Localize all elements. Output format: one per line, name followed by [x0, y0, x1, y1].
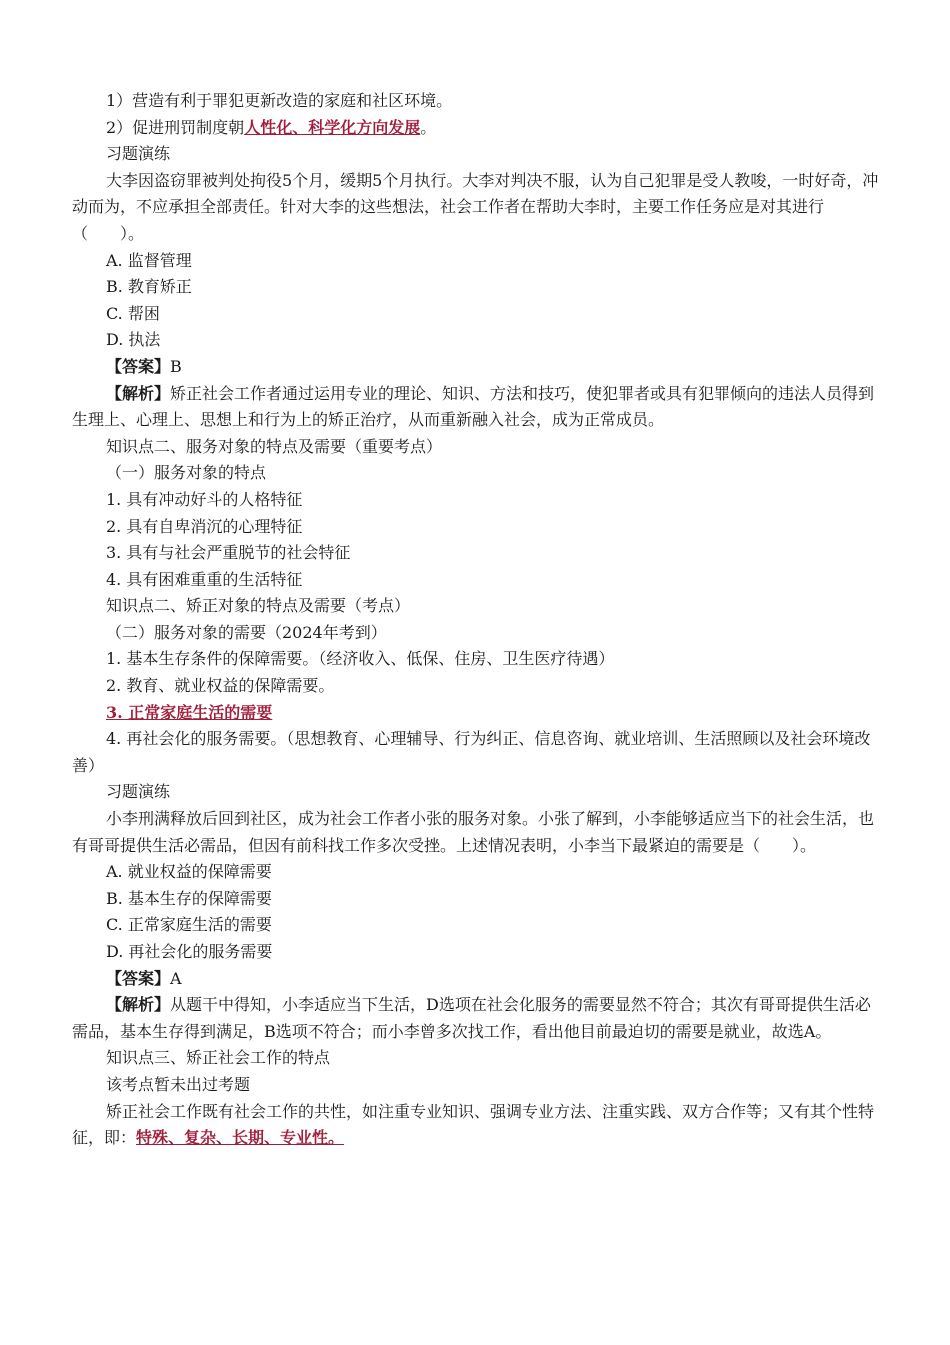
- highlight-text: 人性化、科学化方向发展: [244, 117, 421, 137]
- exercise-heading-2: 习题演练: [106, 782, 171, 802]
- highlight-text: 特殊、复杂、长期、专业性。: [136, 1128, 345, 1148]
- q2-option-a: A. 就业权益的保障需要: [106, 862, 272, 882]
- question-1-text: 大李因盗窃罪被判处拘役5个月，缓期5个月执行。大李对判决不服，认为自己犯罪是受人教唆，一时好奇，冲动而为，不应承担全部责任。针对大李的这些想法，社会工作者在帮助大李时，主要工作任务应是对其进行（ ）。: [72, 170, 879, 243]
- exercise-heading: 习题演练: [106, 144, 171, 164]
- k2b-item-3: [72, 700, 880, 727]
- knowledge-3-note: 该考点暂未出过考题: [106, 1074, 251, 1094]
- explanation-text: 从题干中得知，小李适应当下生活，D选项在社会化服务的需要显然不符合；其次有哥哥提供生活必需品，基本生存得到满足，B选项不符合；而小李曾多次找工作，看出他目前最迫切的需要是就业，故选A。: [72, 995, 871, 1041]
- list-item-1: 1）营造有利于罪犯更新改造的家庭和社区环境。: [106, 91, 453, 110]
- answer-value: B: [170, 356, 182, 376]
- knowledge-3-title: 知识点三、矫正社会工作的特点: [106, 1048, 331, 1068]
- q2-option-d: D. 再社会化的服务需要: [106, 942, 273, 961]
- q1-option-d: D. 执法: [106, 330, 161, 350]
- answer-label: 【答案】: [106, 356, 171, 376]
- highlight-text: 3. 正常家庭生活的需要: [106, 702, 273, 722]
- answer-label: 【答案】: [106, 968, 171, 988]
- k2-item-3: 3. 具有与社会严重脱节的社会特征: [106, 543, 351, 563]
- text-segment: 矫正社会工作既有社会工作的共性，如注重专业知识、强调专业方法、注重实践、双方合作等；又有其个性特征，即：: [72, 1101, 875, 1148]
- k2b-item-4: 4. 再社会化的服务需要。（思想教育、心理辅导、行为纠正、信息咨询、就业培训、生活照顾以及社会环境改善）: [72, 729, 871, 775]
- answer-value: A: [170, 968, 182, 988]
- q1-option-b: B. 教育矫正: [106, 277, 192, 297]
- explanation-label: 【解析】: [106, 995, 171, 1015]
- k2-item-4: 4. 具有困难重重的生活特征: [106, 569, 303, 589]
- knowledge-2b-title: 知识点二、矫正对象的特点及需要（考点）: [106, 596, 411, 616]
- q1-option-c: C. 帮困: [106, 303, 160, 323]
- knowledge-3-text: [72, 1099, 880, 1152]
- q1-answer: [72, 354, 880, 381]
- k2b-item-1: 1. 基本生存条件的保障需要。（经济收入、低保、住房、卫生医疗待遇）: [106, 649, 615, 669]
- q1-option-a: A. 监督管理: [106, 250, 192, 270]
- k2b-item-2: 2. 教育、就业权益的保障需要。: [106, 676, 335, 696]
- q2-option-b: B. 基本生存的保障需要: [106, 888, 272, 908]
- knowledge-2-title: 知识点二、服务对象的特点及需要（重要考点）: [106, 436, 443, 456]
- k2-item-2: 2. 具有自卑消沉的心理特征: [106, 516, 303, 536]
- q2-answer: [72, 966, 880, 993]
- document-page: [72, 88, 880, 1152]
- k2-item-1: 1. 具有冲动好斗的人格特征: [106, 489, 303, 509]
- text-segment: 。: [420, 117, 437, 137]
- q1-explanation: [72, 381, 880, 434]
- explanation-label: 【解析】: [106, 383, 171, 403]
- q2-option-c: C. 正常家庭生活的需要: [106, 915, 272, 935]
- question-2-text: 小李刑满释放后回到社区，成为社会工作者小张的服务对象。小张了解到，小李能够适应当下的社会生活，也有哥哥提供生活必需品，但因有前科找工作多次受挫。上述情况表明，小李当下最紧迫的需要是（ ）。: [72, 809, 875, 855]
- text-segment: 2）促进刑罚制度朝: [106, 117, 245, 137]
- q2-explanation: [72, 992, 880, 1045]
- list-item-2: [72, 115, 880, 142]
- knowledge-2b-sub-2: （二）服务对象的需要（2024年考到）: [106, 622, 387, 642]
- knowledge-2-sub-1: （一）服务对象的特点: [106, 463, 267, 483]
- explanation-text: 矫正社会工作者通过运用专业的理论、知识、方法和技巧，使犯罪者或具有犯罪倾向的违法人员得到生理上、心理上、思想上和行为上的矫正治疗，从而重新融入社会，成为正常成员。: [72, 383, 875, 430]
